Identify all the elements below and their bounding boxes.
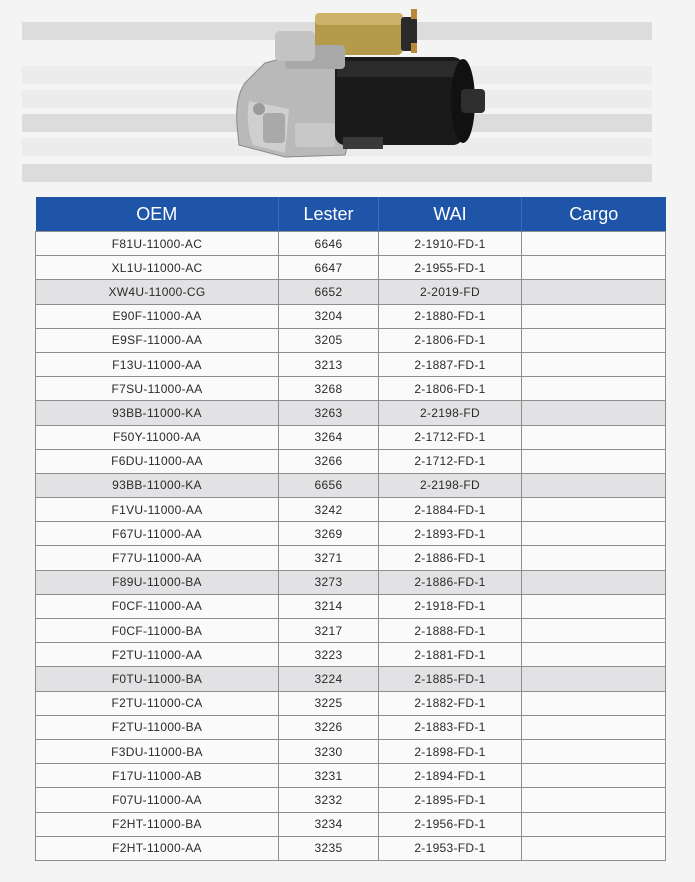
cell-lester: 3242 bbox=[279, 498, 379, 522]
cell-cargo bbox=[522, 812, 666, 836]
cell-cargo bbox=[522, 667, 666, 691]
cell-cargo bbox=[522, 764, 666, 788]
cell-oem: F0TU-11000-BA bbox=[36, 667, 279, 691]
cell-lester: 3213 bbox=[279, 352, 379, 376]
cell-oem: F6DU-11000-AA bbox=[36, 449, 279, 473]
cell-oem: XW4U-11000-CG bbox=[36, 280, 279, 304]
cell-lester: 3232 bbox=[279, 788, 379, 812]
table-row bbox=[36, 594, 666, 618]
cell-oem: F2HT-11000-BA bbox=[36, 812, 279, 836]
table-row bbox=[36, 449, 666, 473]
header-oem: OEM bbox=[36, 197, 279, 232]
cell-lester: 3225 bbox=[279, 691, 379, 715]
cell-oem: F50Y-11000-AA bbox=[36, 425, 279, 449]
cell-wai: 2-1886-FD-1 bbox=[379, 546, 522, 570]
table-row bbox=[36, 401, 666, 425]
cell-lester: 3230 bbox=[279, 739, 379, 763]
cell-wai: 2-1893-FD-1 bbox=[379, 522, 522, 546]
cell-lester: 6656 bbox=[279, 473, 379, 497]
cell-cargo bbox=[522, 715, 666, 739]
cell-lester: 3271 bbox=[279, 546, 379, 570]
cell-oem: F7SU-11000-AA bbox=[36, 377, 279, 401]
cell-cargo bbox=[522, 594, 666, 618]
cell-wai: 2-1918-FD-1 bbox=[379, 594, 522, 618]
cell-cargo bbox=[522, 619, 666, 643]
table-row bbox=[36, 352, 666, 376]
table-row bbox=[36, 570, 666, 594]
cell-wai: 2-1955-FD-1 bbox=[379, 256, 522, 280]
cell-cargo bbox=[522, 425, 666, 449]
cell-wai: 2-1887-FD-1 bbox=[379, 352, 522, 376]
cell-oem: F67U-11000-AA bbox=[36, 522, 279, 546]
cell-cargo bbox=[522, 836, 666, 860]
cell-cargo bbox=[522, 449, 666, 473]
cell-oem: 93BB-11000-KA bbox=[36, 401, 279, 425]
table-row bbox=[36, 739, 666, 763]
cell-lester: 6646 bbox=[279, 232, 379, 256]
table-row bbox=[36, 498, 666, 522]
cell-lester: 3268 bbox=[279, 377, 379, 401]
cell-oem: F3DU-11000-BA bbox=[36, 739, 279, 763]
cell-cargo bbox=[522, 304, 666, 328]
cell-wai: 2-1712-FD-1 bbox=[379, 449, 522, 473]
cell-cargo bbox=[522, 473, 666, 497]
cell-oem: F2TU-11000-CA bbox=[36, 691, 279, 715]
table-row bbox=[36, 328, 666, 352]
cell-cargo bbox=[522, 401, 666, 425]
cell-lester: 3223 bbox=[279, 643, 379, 667]
starter-motor-icon bbox=[225, 5, 495, 165]
header-cargo: Cargo bbox=[522, 197, 666, 232]
cell-wai: 2-1888-FD-1 bbox=[379, 619, 522, 643]
cell-lester: 6652 bbox=[279, 280, 379, 304]
table-row bbox=[36, 280, 666, 304]
table-row bbox=[36, 473, 666, 497]
cell-wai: 2-1880-FD-1 bbox=[379, 304, 522, 328]
table-row bbox=[36, 256, 666, 280]
cell-cargo bbox=[522, 352, 666, 376]
cell-lester: 3214 bbox=[279, 594, 379, 618]
table-row bbox=[36, 812, 666, 836]
cell-oem: E90F-11000-AA bbox=[36, 304, 279, 328]
cell-wai: 2-1806-FD-1 bbox=[379, 328, 522, 352]
cell-wai: 2-1953-FD-1 bbox=[379, 836, 522, 860]
table-row bbox=[36, 764, 666, 788]
cell-wai: 2-1956-FD-1 bbox=[379, 812, 522, 836]
cell-wai: 2-1881-FD-1 bbox=[379, 643, 522, 667]
cell-oem: F81U-11000-AC bbox=[36, 232, 279, 256]
cell-wai: 2-1882-FD-1 bbox=[379, 691, 522, 715]
table-row bbox=[36, 619, 666, 643]
cell-cargo bbox=[522, 691, 666, 715]
cell-oem: F1VU-11000-AA bbox=[36, 498, 279, 522]
cell-wai: 2-1884-FD-1 bbox=[379, 498, 522, 522]
cell-lester: 3217 bbox=[279, 619, 379, 643]
table-row bbox=[36, 836, 666, 860]
cell-oem: F2HT-11000-AA bbox=[36, 836, 279, 860]
table-row bbox=[36, 304, 666, 328]
parts-cross-reference-table bbox=[35, 197, 666, 861]
cell-lester: 3264 bbox=[279, 425, 379, 449]
cell-lester: 3231 bbox=[279, 764, 379, 788]
table-row bbox=[36, 425, 666, 449]
cell-wai: 2-2198-FD bbox=[379, 401, 522, 425]
table-header-row bbox=[36, 197, 666, 232]
cell-oem: 93BB-11000-KA bbox=[36, 473, 279, 497]
table-row bbox=[36, 715, 666, 739]
cell-oem: F77U-11000-AA bbox=[36, 546, 279, 570]
cell-wai: 2-1910-FD-1 bbox=[379, 232, 522, 256]
cell-cargo bbox=[522, 232, 666, 256]
cell-oem: F0CF-11000-AA bbox=[36, 594, 279, 618]
cell-oem: F17U-11000-AB bbox=[36, 764, 279, 788]
cell-lester: 3234 bbox=[279, 812, 379, 836]
cell-cargo bbox=[522, 546, 666, 570]
cell-lester: 3266 bbox=[279, 449, 379, 473]
cell-cargo bbox=[522, 522, 666, 546]
cell-cargo bbox=[522, 256, 666, 280]
cell-oem: F89U-11000-BA bbox=[36, 570, 279, 594]
cell-wai: 2-1883-FD-1 bbox=[379, 715, 522, 739]
cell-wai: 2-1886-FD-1 bbox=[379, 570, 522, 594]
cell-oem: XL1U-11000-AC bbox=[36, 256, 279, 280]
cell-cargo bbox=[522, 788, 666, 812]
cell-lester: 3205 bbox=[279, 328, 379, 352]
cell-oem: F0CF-11000-BA bbox=[36, 619, 279, 643]
cell-oem: F07U-11000-AA bbox=[36, 788, 279, 812]
cell-wai: 2-2019-FD bbox=[379, 280, 522, 304]
cell-oem: F2TU-11000-BA bbox=[36, 715, 279, 739]
cell-cargo bbox=[522, 328, 666, 352]
table-row bbox=[36, 377, 666, 401]
cell-lester: 3235 bbox=[279, 836, 379, 860]
table-row bbox=[36, 667, 666, 691]
cell-cargo bbox=[522, 643, 666, 667]
cell-lester: 3224 bbox=[279, 667, 379, 691]
cell-lester: 3269 bbox=[279, 522, 379, 546]
cell-wai: 2-1894-FD-1 bbox=[379, 764, 522, 788]
cell-cargo bbox=[522, 739, 666, 763]
cell-oem: F13U-11000-AA bbox=[36, 352, 279, 376]
header-lester: Lester bbox=[279, 197, 379, 232]
cell-cargo bbox=[522, 377, 666, 401]
cell-lester: 3273 bbox=[279, 570, 379, 594]
table-row bbox=[36, 546, 666, 570]
header-wai: WAI bbox=[379, 197, 522, 232]
cell-wai: 2-1898-FD-1 bbox=[379, 739, 522, 763]
cell-lester: 3226 bbox=[279, 715, 379, 739]
cell-lester: 6647 bbox=[279, 256, 379, 280]
table-row bbox=[36, 643, 666, 667]
cell-wai: 2-1885-FD-1 bbox=[379, 667, 522, 691]
cell-lester: 3263 bbox=[279, 401, 379, 425]
cell-cargo bbox=[522, 570, 666, 594]
cell-cargo bbox=[522, 280, 666, 304]
cell-wai: 2-1712-FD-1 bbox=[379, 425, 522, 449]
cell-wai: 2-1895-FD-1 bbox=[379, 788, 522, 812]
cell-oem: F2TU-11000-AA bbox=[36, 643, 279, 667]
table-row bbox=[36, 522, 666, 546]
cell-lester: 3204 bbox=[279, 304, 379, 328]
cell-oem: E9SF-11000-AA bbox=[36, 328, 279, 352]
cell-wai: 2-1806-FD-1 bbox=[379, 377, 522, 401]
cell-wai: 2-2198-FD bbox=[379, 473, 522, 497]
table-row bbox=[36, 788, 666, 812]
table-row bbox=[36, 232, 666, 256]
table-row bbox=[36, 691, 666, 715]
cell-cargo bbox=[522, 498, 666, 522]
